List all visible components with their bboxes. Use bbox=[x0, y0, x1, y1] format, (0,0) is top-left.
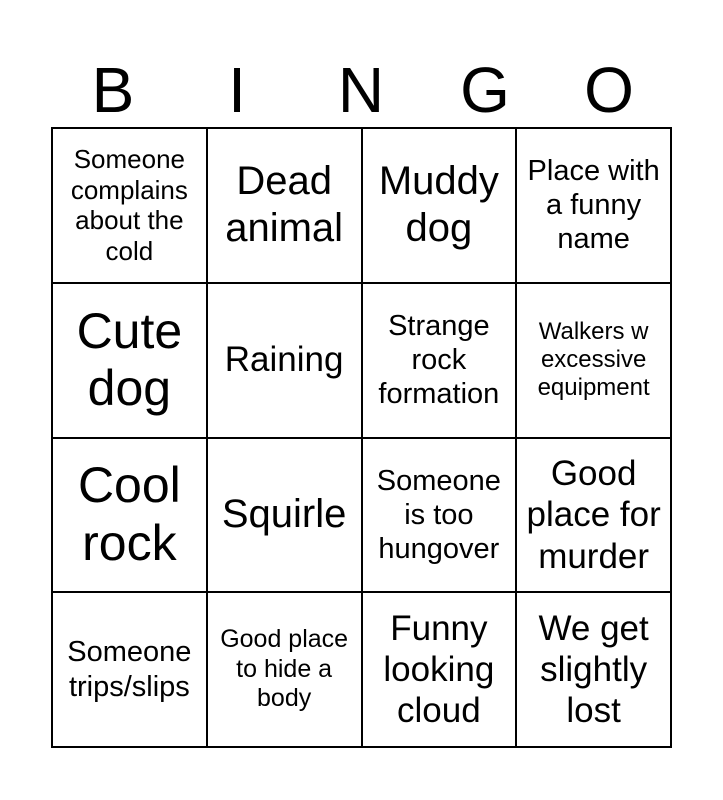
cell-label: Someone trips/slips bbox=[67, 636, 192, 703]
bingo-cell[interactable] bbox=[363, 439, 518, 594]
cell-label: Someone is too hungover bbox=[376, 464, 501, 565]
bingo-cell[interactable] bbox=[208, 439, 363, 594]
header-letter-g: G bbox=[460, 54, 510, 126]
cell-label: Place with a funny name bbox=[527, 155, 660, 256]
bingo-board bbox=[51, 127, 672, 748]
bingo-cell[interactable] bbox=[517, 439, 672, 594]
cell-label: Good place for murder bbox=[526, 453, 661, 576]
cell-label: Walkers w excessive equipment bbox=[537, 317, 650, 402]
cell-label: Cute dog bbox=[76, 302, 183, 417]
bingo-header bbox=[51, 52, 671, 128]
cell-label: Someone complains about the cold bbox=[70, 144, 188, 267]
cell-label: Dead animal bbox=[225, 159, 344, 251]
bingo-cell[interactable] bbox=[517, 129, 672, 284]
header-letter-i: I bbox=[228, 54, 246, 126]
cell-label: Good place to hide a body bbox=[220, 625, 349, 713]
bingo-cell[interactable] bbox=[208, 129, 363, 284]
bingo-cell[interactable] bbox=[363, 284, 518, 439]
header-letter-n: N bbox=[337, 54, 385, 126]
bingo-cell[interactable] bbox=[208, 284, 363, 439]
bingo-cell[interactable] bbox=[53, 593, 208, 748]
cell-label: Squirle bbox=[221, 492, 347, 537]
cell-label: Raining bbox=[224, 340, 344, 380]
bingo-cell[interactable] bbox=[363, 129, 518, 284]
bingo-cell[interactable] bbox=[53, 284, 208, 439]
bingo-cell[interactable] bbox=[517, 284, 672, 439]
bingo-cell[interactable] bbox=[53, 439, 208, 594]
cell-label: Funny looking cloud bbox=[383, 608, 495, 731]
header-letter-o: O bbox=[584, 54, 634, 126]
bingo-cell[interactable] bbox=[363, 593, 518, 748]
bingo-cell[interactable] bbox=[208, 593, 363, 748]
bingo-cell[interactable] bbox=[517, 593, 672, 748]
cell-label: Cool rock bbox=[77, 457, 181, 571]
bingo-cell[interactable] bbox=[53, 129, 208, 284]
cell-label: Strange rock formation bbox=[378, 309, 500, 411]
cell-label: We get slightly lost bbox=[538, 608, 649, 731]
cell-label: Muddy dog bbox=[378, 159, 499, 251]
header-letter-b: B bbox=[91, 54, 135, 126]
